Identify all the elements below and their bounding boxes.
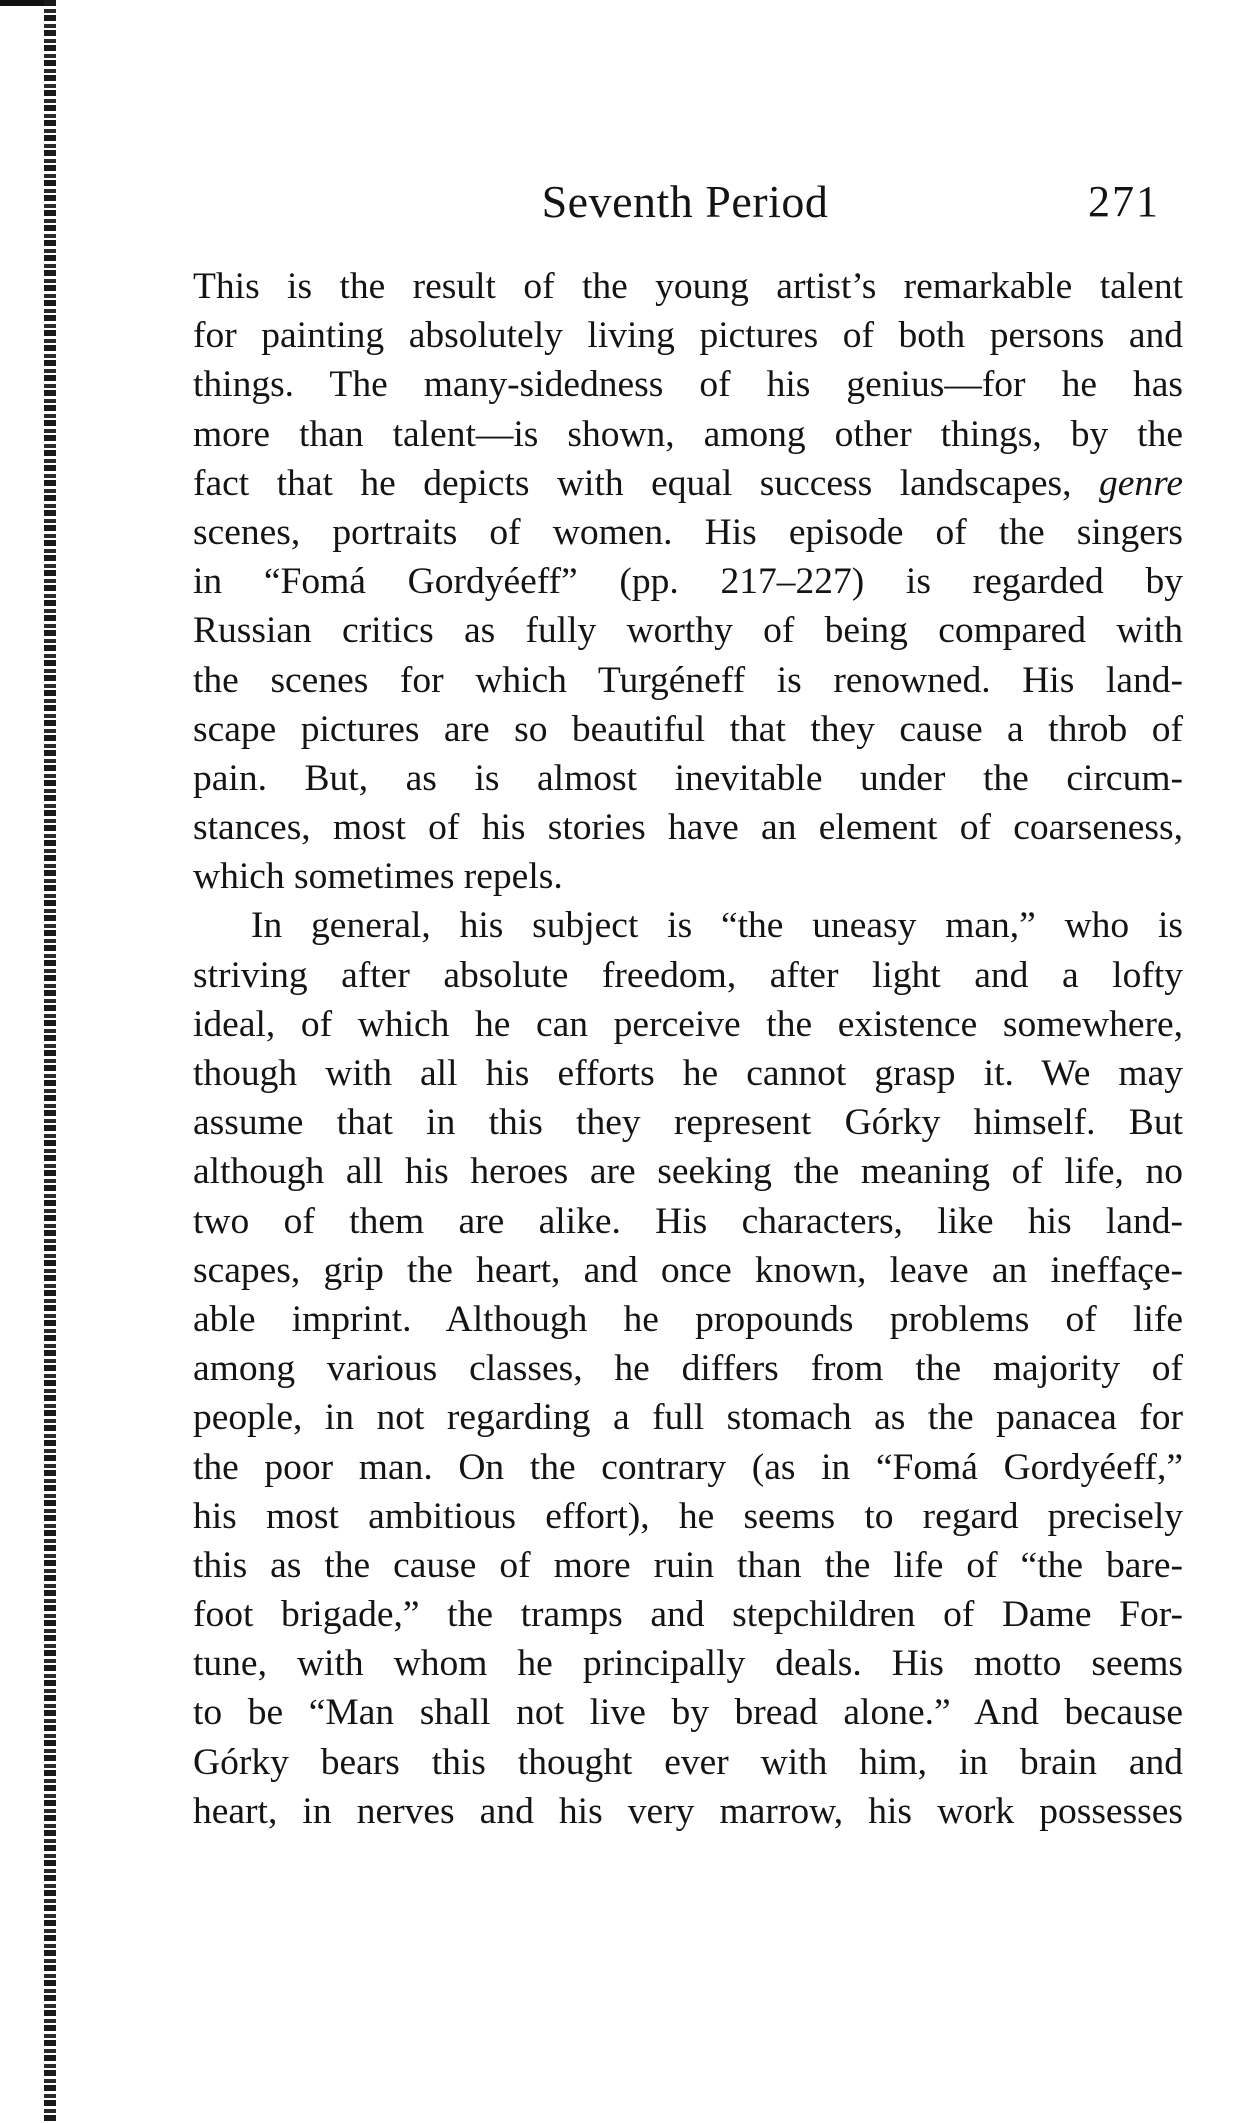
text-line: pain. But, as is almost inevitable under the circum- <box>193 757 1183 799</box>
text-line: though with all his efforts he cannot grasp it. We may <box>193 1053 1183 1094</box>
text-line: scapes, grip the heart, and once known, leave an ineffaçe- <box>193 1249 1183 1291</box>
text-line: ideal, of which he can perceive the existence somewhere, <box>193 1003 1183 1045</box>
text-line: Górky bears this thought ever with him, in brain and <box>193 1741 1183 1783</box>
text-line-with-italic <box>193 459 1183 508</box>
running-title: Seventh Period <box>541 176 829 227</box>
text-line: Russian critics as fully worthy of being compared with <box>193 610 1183 652</box>
text-line: striving after absolute freedom, after light and a lofty <box>193 954 1183 996</box>
text-line: in “Fomá Gordyéeff” (pp. 217–227) is regarded by <box>193 561 1183 603</box>
text-line: scenes, portraits of women. His episode of the singers <box>193 511 1183 553</box>
text-line: more than talent—is shown, among other things, by the <box>193 413 1183 455</box>
binding-edge <box>44 0 56 2123</box>
running-head <box>190 172 1180 232</box>
text-line: this as the cause of more ruin than the life of “the bare- <box>193 1544 1183 1586</box>
text-line: foot brigade,” the tramps and stepchildren of Dame For- <box>193 1594 1183 1636</box>
text-line: for painting absolutely living pictures of both persons and <box>193 315 1183 357</box>
text-line-segment: fact that he depicts with equal success landscapes, <box>193 462 1099 504</box>
text-line: the poor man. On the contrary (as in “Fomá Gordyéeff,” <box>193 1446 1183 1488</box>
text-line: This is the result of the young artist’s remarkable talent <box>193 266 1183 307</box>
text-line: heart, in nerves and his very marrow, his work possesses <box>193 1790 1183 1832</box>
text-line: assume that in this they represent Górky himself. But <box>193 1102 1183 1144</box>
text-line: which sometimes repels. <box>193 856 563 898</box>
text-line: things. The many-sidedness of his genius—for he has <box>193 364 1183 406</box>
text-line: tune, with whom he principally deals. His motto seems <box>193 1643 1183 1685</box>
body-text <box>193 262 1183 1836</box>
text-line: In general, his subject is “the uneasy man,” who is <box>251 905 1183 947</box>
text-line: people, in not regarding a full stomach as the panacea for <box>193 1397 1183 1439</box>
text-line: his most ambitious effort), he seems to regard precisely <box>193 1495 1183 1537</box>
text-line: to be “Man shall not live by bread alone.” And because <box>193 1692 1183 1734</box>
paragraph-2 <box>193 901 1183 1836</box>
text-line: the scenes for which Turgéneff is renowned. His land- <box>193 659 1183 701</box>
text-line: scape pictures are so beautiful that they cause a throb of <box>193 708 1183 750</box>
text-line: two of them are alike. His characters, like his land- <box>193 1200 1183 1242</box>
text-line: although all his heroes are seeking the meaning of life, no <box>193 1151 1183 1193</box>
text-line: among various classes, he differs from the majority of <box>193 1348 1183 1390</box>
italic-word: genre <box>1099 462 1183 504</box>
paragraph-1 <box>193 262 1183 901</box>
page-number: 271 <box>1088 177 1160 226</box>
text-line: able imprint. Although he propounds problems of life <box>193 1298 1183 1340</box>
text-line: stances, most of his stories have an element of coarseness, <box>193 807 1183 849</box>
